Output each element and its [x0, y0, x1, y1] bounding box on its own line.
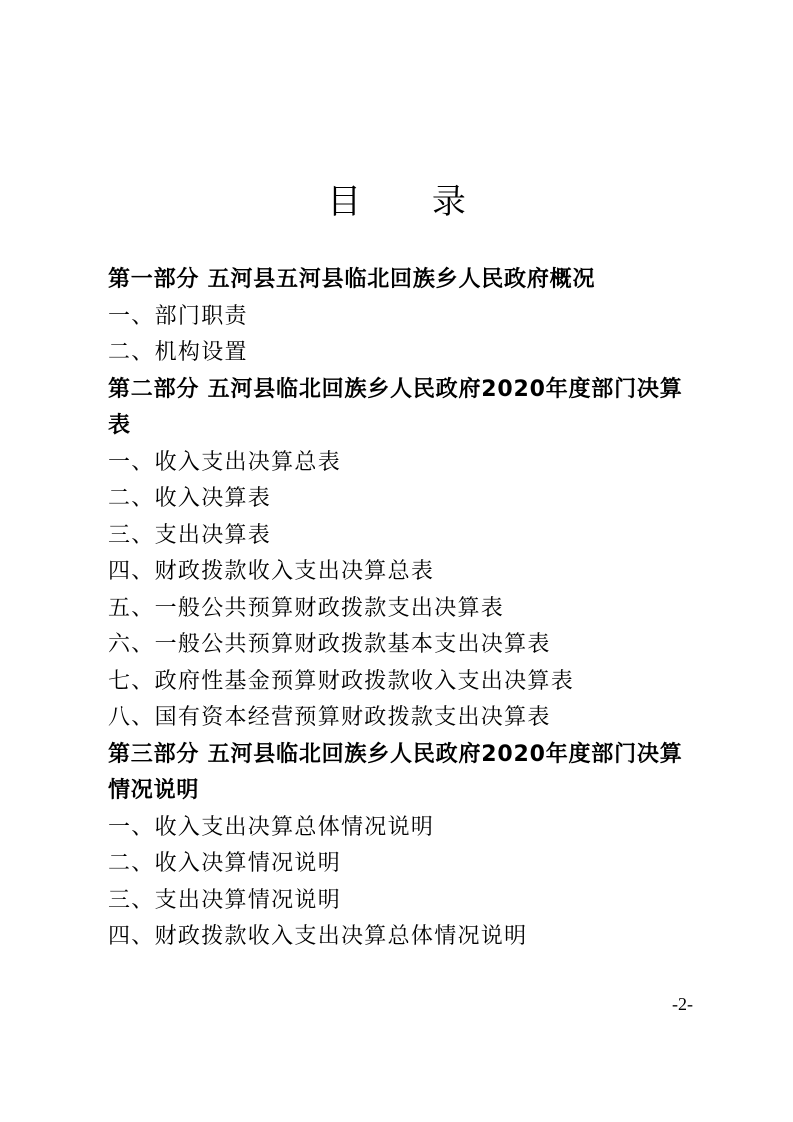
toc-item: 一、部门职责 [108, 303, 248, 329]
page-title: 目 录 [327, 182, 496, 222]
toc-part2-heading: 第二部分 五河县临北回族乡人民政府2020年度部门决算表 [108, 376, 683, 438]
toc-item: 三、支出决算情况说明 [108, 887, 342, 913]
toc-part1-heading: 第一部分 五河县五河县临北回族乡人民政府概况 [108, 267, 596, 292]
toc-part3-heading: 第三部分 五河县临北回族乡人民政府2020年度部门决算情况说明 [108, 741, 683, 803]
toc-item: 六、一般公共预算财政拨款基本支出决算表 [108, 632, 551, 657]
toc-item: 四、财政拨款收入支出决算总表 [108, 559, 435, 584]
page-number: -2- [672, 994, 693, 1014]
toc-item: 三、支出决算表 [108, 522, 272, 548]
toc-item: 一、收入支出决算总体情况说明 [108, 814, 435, 840]
toc-item: 二、收入决算表 [108, 486, 272, 511]
toc-item: 一、收入支出决算总表 [108, 449, 342, 475]
toc-item: 五、一般公共预算财政拨款支出决算表 [108, 595, 505, 621]
toc-item: 八、国有资本经营预算财政拨款支出决算表 [108, 705, 551, 730]
toc-item: 七、政府性基金预算财政拨款收入支出决算表 [108, 668, 575, 694]
toc-item: 二、收入决算情况说明 [108, 851, 342, 876]
toc-item: 二、机构设置 [108, 340, 248, 365]
table-of-contents [108, 262, 700, 956]
toc-item: 四、财政拨款收入支出决算总体情况说明 [108, 924, 528, 949]
